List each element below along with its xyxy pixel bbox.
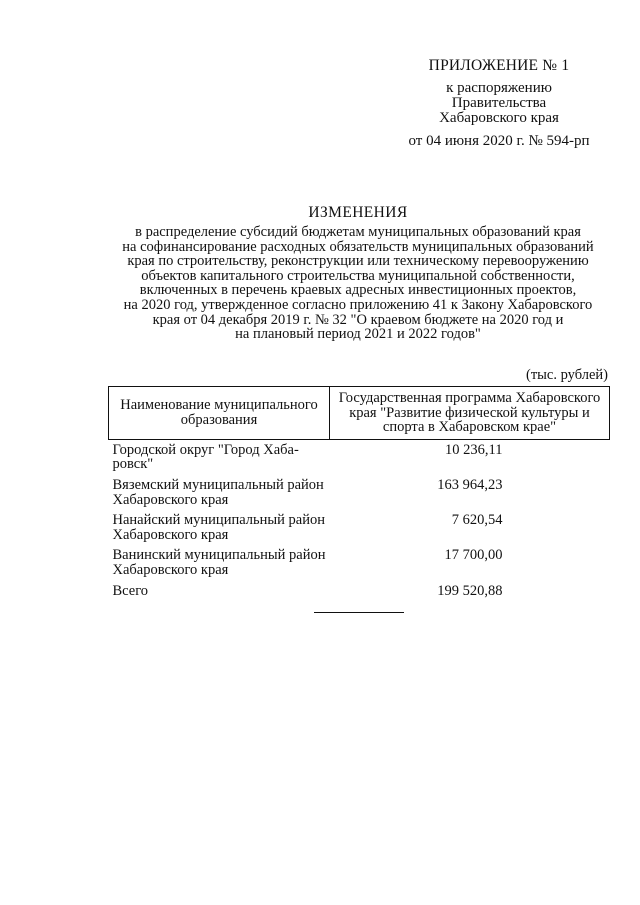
municipality-name: Нанайский муниципальный район Хабаровского края — [112, 512, 325, 543]
column-header-municipality: Наименование муниципального образования — [109, 387, 330, 440]
units-label: (тыс. рублей) — [526, 367, 608, 383]
description-line: объектов капитального строительства муниципальной собственности, — [141, 267, 575, 284]
subsidy-amount: 7 620,54 — [451, 512, 503, 529]
appendix-date: от 04 июня 2020 г. № 594-рп — [408, 133, 590, 149]
table-row — [109, 510, 610, 545]
subsidy-table — [108, 386, 610, 601]
description-line: включенных в перечень краевых адресных инвестиционных проектов, — [139, 282, 577, 299]
appendix-line-government: Правительства — [451, 95, 547, 111]
document-title: ИЗМЕНЕНИЯ — [308, 204, 408, 221]
bottom-separator-line — [314, 612, 404, 613]
description-line: края по строительству, реконструкции или техническому перевооружению — [127, 253, 589, 270]
table-row — [109, 475, 610, 510]
municipality-name: Вяземский муниципальный район Хабаровского края — [112, 476, 324, 508]
appendix-block — [390, 58, 608, 149]
description-line: на 2020 год, утвержденное согласно приложению 41 к Закону Хабаровского — [123, 296, 593, 313]
table-row-total — [109, 581, 610, 602]
subsidy-amount: 163 964,23 — [437, 476, 503, 493]
document-description — [104, 225, 612, 342]
subsidy-amount: 10 236,11 — [445, 441, 503, 458]
municipality-name: Ванинский муниципальный район Хабаровского края — [112, 547, 326, 578]
municipality-name: Городской округ "Город Хаба-ровск" — [112, 441, 299, 473]
description-line: на плановый период 2021 и 2022 годов" — [235, 326, 481, 343]
description-line: на софинансирование расходных обязательств муниципальных образований — [122, 238, 594, 255]
description-line: в распределение субсидий бюджетам муниципальных образований края — [135, 224, 581, 240]
table-header-row — [109, 387, 610, 440]
column-header-program: Государственная программа Хабаровского края "Развитие физической культуры и спорта в Хабаровском крае" — [330, 387, 610, 440]
subsidy-amount: 17 700,00 — [444, 547, 503, 564]
appendix-line-order: к распоряжению — [446, 80, 552, 96]
description-line: края от 04 декабря 2019 г. № 32 "О краевом бюджете на 2020 год и — [152, 311, 564, 328]
appendix-title: ПРИЛОЖЕНИЕ № 1 — [428, 57, 570, 74]
table-row — [109, 439, 610, 475]
total-label: Всего — [112, 582, 149, 599]
total-amount: 199 520,88 — [437, 582, 503, 599]
appendix-line-region: Хабаровского края — [439, 110, 559, 126]
table-row — [109, 545, 610, 580]
